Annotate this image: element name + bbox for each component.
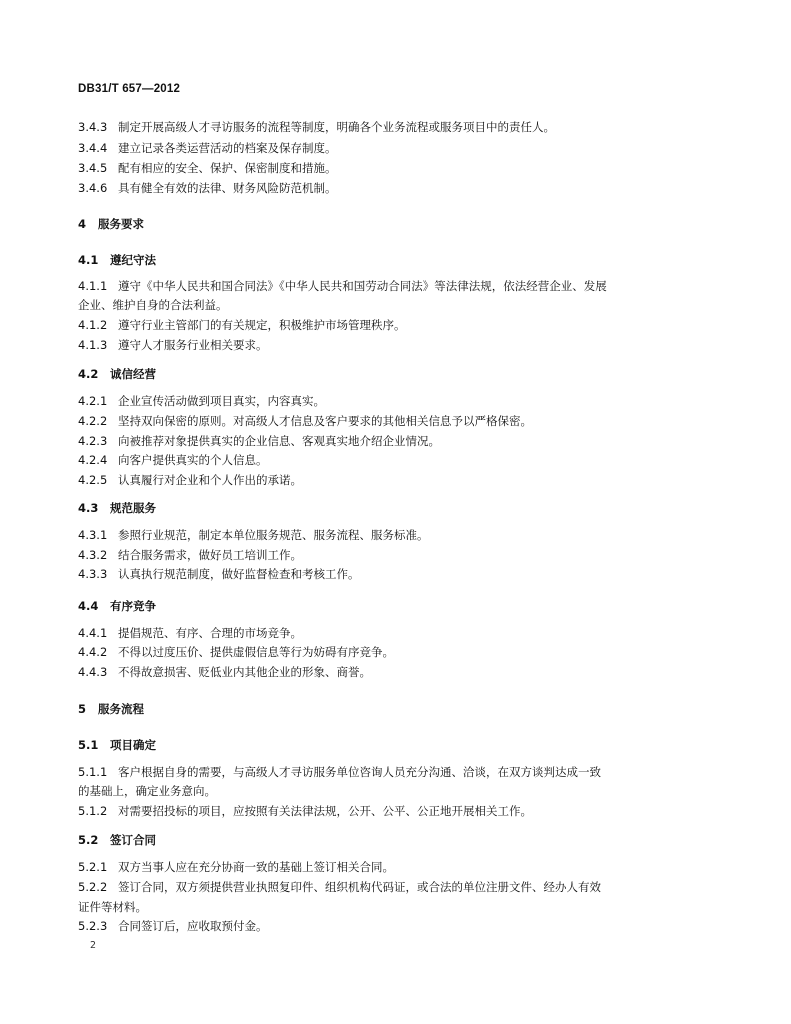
clause-5-1-2 bbox=[78, 804, 728, 818]
clause-4-4-3 bbox=[78, 665, 728, 679]
clause-text: 提倡规范、有序、合理的市场竞争。 bbox=[118, 626, 302, 640]
section-heading-5 bbox=[78, 702, 728, 716]
clause-text: 配有相应的安全、保护、保密制度和措施。 bbox=[118, 161, 337, 175]
clause-text: 认真执行规范制度，做好监督检查和考核工作。 bbox=[118, 567, 360, 581]
section-number: 5 bbox=[78, 702, 87, 716]
clause-number: 5.2.3 bbox=[78, 919, 108, 933]
clause-number: 3.4.3 bbox=[78, 120, 108, 134]
clause-text: 向客户提供真实的个人信息。 bbox=[118, 453, 268, 467]
clause-3-4-6 bbox=[78, 181, 728, 195]
clause-number: 4.2.2 bbox=[78, 414, 108, 428]
section-title: 服务流程 bbox=[98, 702, 144, 716]
clause-text: 证件等材料。 bbox=[78, 900, 147, 914]
clause-4-1-1 bbox=[78, 279, 728, 293]
clause-4-2-3 bbox=[78, 434, 728, 448]
subsection-title: 规范服务 bbox=[110, 501, 156, 515]
clause-5-1-1-continued bbox=[78, 784, 728, 798]
clause-text: 遵守人才服务行业相关要求。 bbox=[118, 338, 268, 352]
subsection-heading-4-1 bbox=[78, 253, 728, 267]
clause-number: 4.4.1 bbox=[78, 626, 108, 640]
clause-number: 5.1.2 bbox=[78, 804, 108, 818]
subsection-heading-5-1 bbox=[78, 738, 728, 752]
clause-text: 不得故意损害、贬低业内其他企业的形象、商誉。 bbox=[118, 665, 371, 679]
clause-3-4-3 bbox=[78, 120, 728, 134]
clause-number: 4.1.1 bbox=[78, 279, 108, 293]
clause-number: 4.1.3 bbox=[78, 338, 108, 352]
clause-number: 3.4.5 bbox=[78, 161, 108, 175]
section-number: 4 bbox=[78, 217, 87, 231]
clause-number: 4.1.2 bbox=[78, 318, 108, 332]
clause-text: 制定开展高级人才寻访服务的流程等制度，明确各个业务流程或服务项目中的责任人。 bbox=[118, 120, 555, 134]
subsection-heading-5-2 bbox=[78, 833, 728, 847]
clause-text: 的基础上，确定业务意向。 bbox=[78, 784, 216, 798]
subsection-title: 有序竞争 bbox=[110, 599, 156, 613]
subsection-number: 4.3 bbox=[78, 501, 99, 515]
subsection-number: 4.1 bbox=[78, 253, 99, 267]
clause-text: 企业、维护自身的合法利益。 bbox=[78, 298, 228, 312]
clause-text: 向被推荐对象提供真实的企业信息、客观真实地介绍企业情况。 bbox=[118, 434, 440, 448]
subsection-number: 5.1 bbox=[78, 738, 99, 752]
subsection-heading-4-3 bbox=[78, 501, 728, 515]
clause-text: 认真履行对企业和个人作出的承诺。 bbox=[118, 473, 302, 487]
clause-5-1-1 bbox=[78, 765, 728, 779]
subsection-title: 签订合同 bbox=[110, 833, 156, 847]
subsection-title: 诚信经营 bbox=[110, 367, 156, 381]
clause-4-3-3 bbox=[78, 567, 728, 581]
clause-number: 4.2.1 bbox=[78, 394, 108, 408]
clause-text: 结合服务需求，做好员工培训工作。 bbox=[118, 548, 302, 562]
clause-5-2-2 bbox=[78, 880, 728, 894]
clause-4-3-1 bbox=[78, 528, 728, 542]
section-heading-4 bbox=[78, 217, 728, 231]
clause-3-4-4 bbox=[78, 141, 728, 155]
clause-number: 4.2.4 bbox=[78, 453, 108, 467]
subsection-number: 4.4 bbox=[78, 599, 99, 613]
clause-text: 双方当事人应在充分协商一致的基础上签订相关合同。 bbox=[118, 860, 394, 874]
clause-3-4-5 bbox=[78, 161, 728, 175]
clause-4-4-1 bbox=[78, 626, 728, 640]
doc-code: DB31/T 657—2012 bbox=[78, 83, 181, 95]
clause-text: 企业宣传活动做到项目真实，内容真实。 bbox=[118, 394, 325, 408]
subsection-heading-4-2 bbox=[78, 367, 728, 381]
clause-number: 5.1.1 bbox=[78, 765, 108, 779]
subsection-number: 4.2 bbox=[78, 367, 99, 381]
clause-4-4-2 bbox=[78, 645, 728, 659]
clause-4-2-4 bbox=[78, 453, 728, 467]
clause-text: 合同签订后，应收取预付金。 bbox=[118, 919, 268, 933]
clause-5-2-1 bbox=[78, 860, 728, 874]
clause-text: 具有健全有效的法律、财务风险防范机制。 bbox=[118, 181, 337, 195]
clause-number: 4.2.3 bbox=[78, 434, 108, 448]
clause-number: 5.2.1 bbox=[78, 860, 108, 874]
clause-text: 参照行业规范，制定本单位服务规范、服务流程、服务标准。 bbox=[118, 528, 429, 542]
clause-number: 4.2.5 bbox=[78, 473, 108, 487]
clause-text: 不得以过度压价、提供虚假信息等行为妨碍有序竞争。 bbox=[118, 645, 394, 659]
clause-4-1-3 bbox=[78, 338, 728, 352]
clause-4-2-1 bbox=[78, 394, 728, 408]
clause-text: 对需要招投标的项目，应按照有关法律法规，公开、公平、公正地开展相关工作。 bbox=[118, 804, 532, 818]
subsection-heading-4-4 bbox=[78, 599, 728, 613]
clause-text: 客户根据自身的需要，与高级人才寻访服务单位咨询人员充分沟通、洽谈，在双方谈判达成一致 bbox=[118, 765, 601, 779]
clause-text: 遵守《中华人民共和国合同法》《中华人民共和国劳动合同法》等法律法规，依法经营企业、发展 bbox=[118, 279, 607, 293]
clause-4-2-2 bbox=[78, 414, 728, 428]
clause-number: 3.4.4 bbox=[78, 141, 108, 155]
clause-number: 4.4.2 bbox=[78, 645, 108, 659]
page-number: 2 bbox=[90, 940, 97, 951]
clause-number: 4.3.3 bbox=[78, 567, 108, 581]
clause-text: 坚持双向保密的原则。对高级人才信息及客户要求的其他相关信息予以严格保密。 bbox=[118, 414, 532, 428]
section-title: 服务要求 bbox=[98, 217, 144, 231]
clause-number: 4.4.3 bbox=[78, 665, 108, 679]
clause-text: 签订合同，双方须提供营业执照复印件、组织机构代码证，或合法的单位注册文件、经办人有效 bbox=[118, 880, 601, 894]
clause-number: 3.4.6 bbox=[78, 181, 108, 195]
subsection-title: 项目确定 bbox=[110, 738, 156, 752]
clause-4-3-2 bbox=[78, 548, 728, 562]
clause-text: 遵守行业主管部门的有关规定，积极维护市场管理秩序。 bbox=[118, 318, 406, 332]
subsection-title: 遵纪守法 bbox=[110, 253, 156, 267]
clause-4-2-5 bbox=[78, 473, 728, 487]
clause-4-1-2 bbox=[78, 318, 728, 332]
clause-5-2-3 bbox=[78, 919, 728, 933]
clause-number: 4.3.1 bbox=[78, 528, 108, 542]
clause-text: 建立记录各类运营活动的档案及保存制度。 bbox=[118, 141, 337, 155]
clause-number: 4.3.2 bbox=[78, 548, 108, 562]
clause-5-2-2-continued bbox=[78, 900, 728, 914]
subsection-number: 5.2 bbox=[78, 833, 99, 847]
clause-number: 5.2.2 bbox=[78, 880, 108, 894]
clause-4-1-1-continued bbox=[78, 298, 728, 312]
